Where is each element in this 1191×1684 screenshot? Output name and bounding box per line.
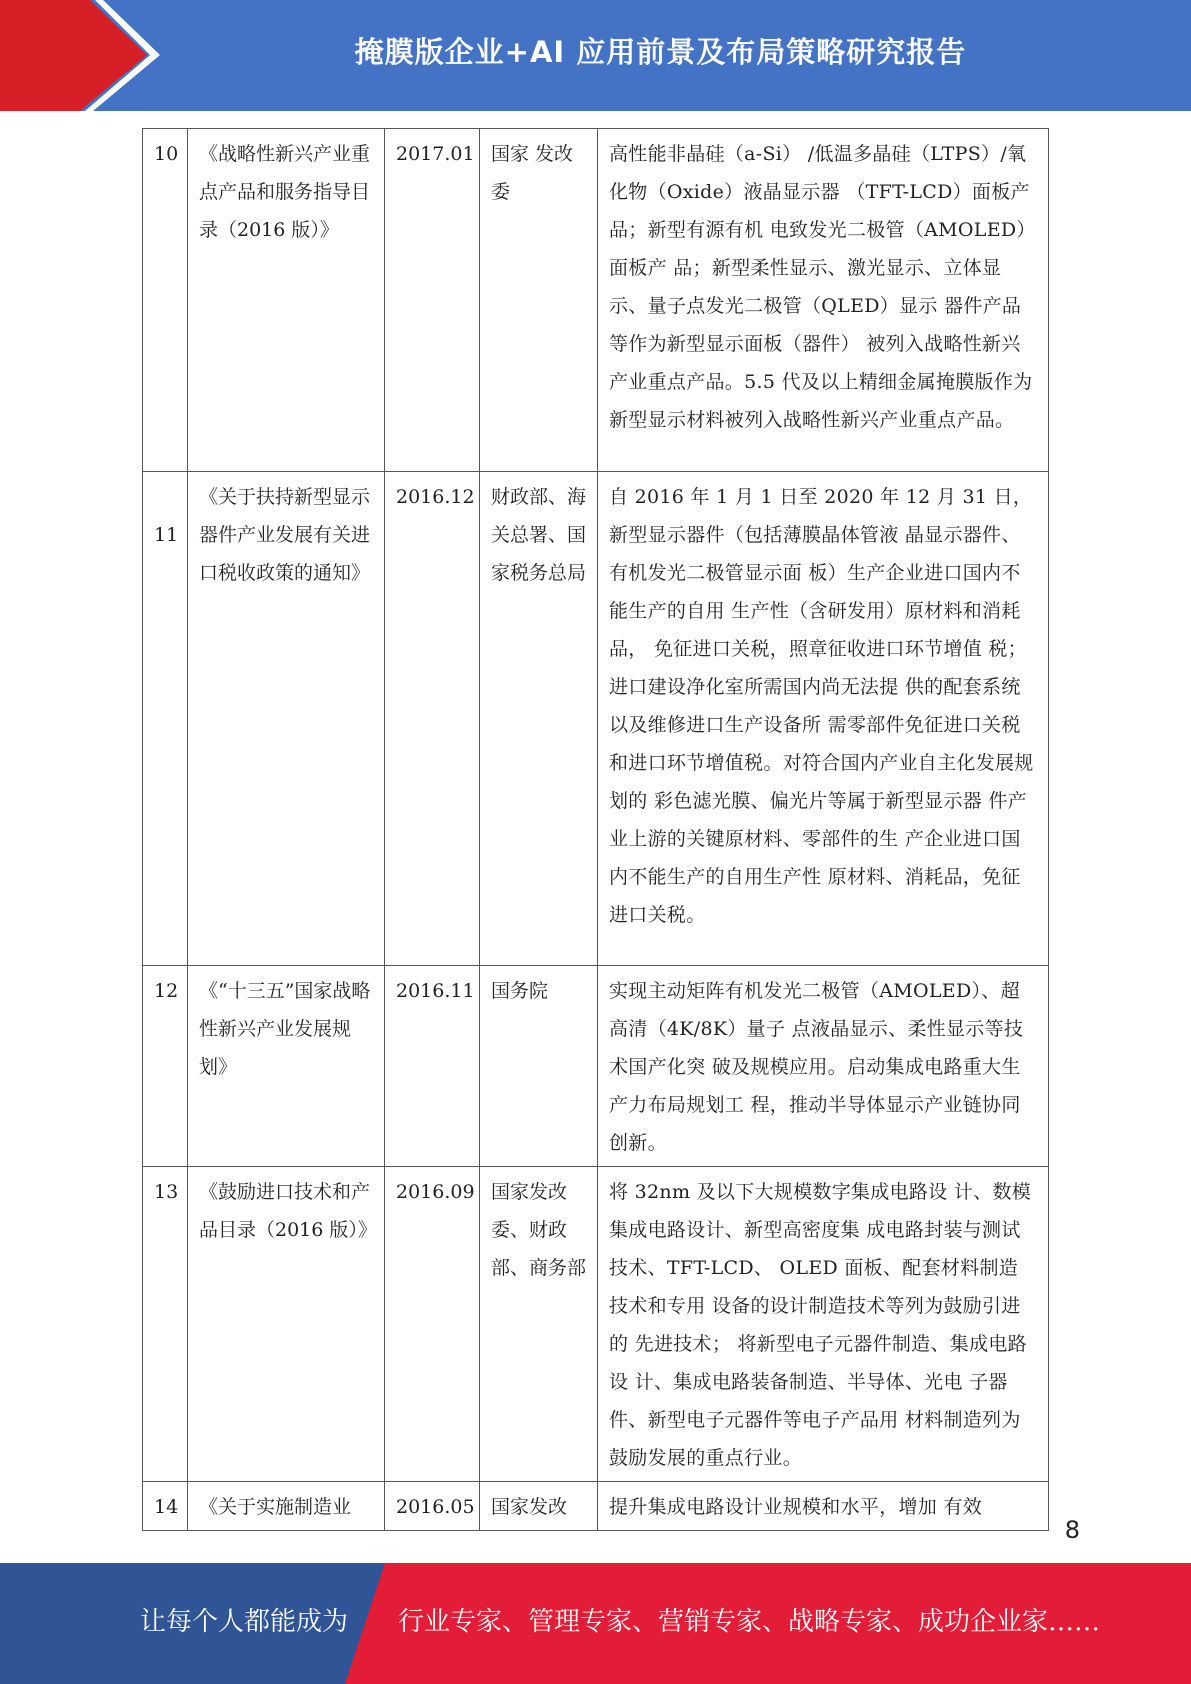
table-row: [143, 472, 1049, 966]
policy-issuer: 国家 发改委: [480, 129, 598, 472]
policy-table: [142, 128, 1049, 1531]
policy-content: 提升集成电路设计业规模和水平，增加 有效: [598, 1482, 1049, 1531]
policy-content: 高性能非晶硅（a-Si） /低温多晶硅（LTPS）/氧化物（Oxide）液晶显示器 （TFT-LCD）面板产品；新型有源有机 电致发光二极管（AMOLED）面板产 品；新型柔性显示、激光显示、立体显 示、量子点发光二极管（QLED）显示 器件产品等作为新型显示面板（器件） 被列入战略性新兴产业重点产品。5.5 代及以上精细金属掩膜版作为新型显示材料被列入战略性新兴产业重点产品。: [598, 129, 1049, 472]
policy-name: 《关于扶持新型显示器件产业发展有关进口税收政策的通知》: [188, 472, 385, 966]
policy-content: 实现主动矩阵有机发光二极管（AMOLED）、超高清（4K/8K）量子 点液晶显示、柔性显示等技术国产化突 破及规模应用。启动集成电路重大生产力布局规划工 程，推动半导体显示产业链协同创新。: [598, 966, 1049, 1167]
policy-date: 2016.09: [385, 1167, 480, 1482]
row-number: 12: [143, 966, 188, 1167]
policy-name: 《“十三五”国家战略性新兴产业发展规划》: [188, 966, 385, 1167]
policy-date: 2017.01: [385, 129, 480, 472]
policy-issuer: 国家发改: [480, 1482, 598, 1531]
table-row: [143, 966, 1049, 1167]
row-number: 11: [143, 472, 188, 966]
row-number: 14: [143, 1482, 188, 1531]
table-row: [143, 129, 1049, 472]
footer-slogan-left: 让每个人都能成为: [140, 1607, 349, 1637]
table-row: [143, 1482, 1049, 1531]
policy-name: 《关于实施制造业: [188, 1482, 385, 1531]
row-number: 13: [143, 1167, 188, 1482]
policy-issuer: 财政部、海关总署、国家税务总局: [480, 472, 598, 966]
row-number: 10: [143, 129, 188, 472]
policy-date: 2016.12: [385, 472, 480, 966]
table-row: [143, 1167, 1049, 1482]
policy-issuer: 国务院: [480, 966, 598, 1167]
policy-date: 2016.05: [385, 1482, 480, 1531]
policy-name: 《战略性新兴产业重点产品和服务指导目录（2016 版）》: [188, 129, 385, 472]
policy-name: 《鼓励进口技术和产品目录（2016 版）》: [188, 1167, 385, 1482]
policy-content: 自 2016 年 1 月 1 日至 2020 年 12 月 31 日，新型显示器件（包括薄膜晶体管液 晶显示器件、有机发光二极管显示面 板）生产企业进口国内不能生产的自用 生产性（含研发用）原材料和消耗品， 免征进口关税，照章征收进口环节增值 税；进口建设净化室所需国内尚无法提 供的配套系统以及维修进口生产设备所 需零部件免征进口关税和进口环节增值税。对符合国内产业自主化发展规划的 彩色滤光膜、偏光片等属于新型显示器 件产业上游的关键原材料、零部件的生 产企业进口国内不能生产的自用生产性 原材料、消耗品，免征进口关税。: [598, 472, 1049, 966]
policy-content: 将 32nm 及以下大规模数字集成电路设 计、数模集成电路设计、新型高密度集 成电路封装与测试技术、TFT-LCD、 OLED 面板、配套材料制造技术和专用 设备的设计制造技术等列为鼓励引进的 先进技术； 将新型电子元器件制造、集成电路设 计、集成电路装备制造、半导体、光电 子器件、新型电子元器件等电子产品用 材料制造列为鼓励发展的重点行业。: [598, 1167, 1049, 1482]
policy-issuer: 国家发改委、财政部、商务部: [480, 1167, 598, 1482]
footer-slogan-right: 行业专家、管理专家、营销专家、战略专家、成功企业家……: [398, 1607, 1101, 1637]
page-number: 8: [1064, 1516, 1080, 1544]
policy-date: 2016.11: [385, 966, 480, 1167]
report-title: 掩膜版企业+AI 应用前景及布局策略研究报告: [354, 34, 967, 69]
